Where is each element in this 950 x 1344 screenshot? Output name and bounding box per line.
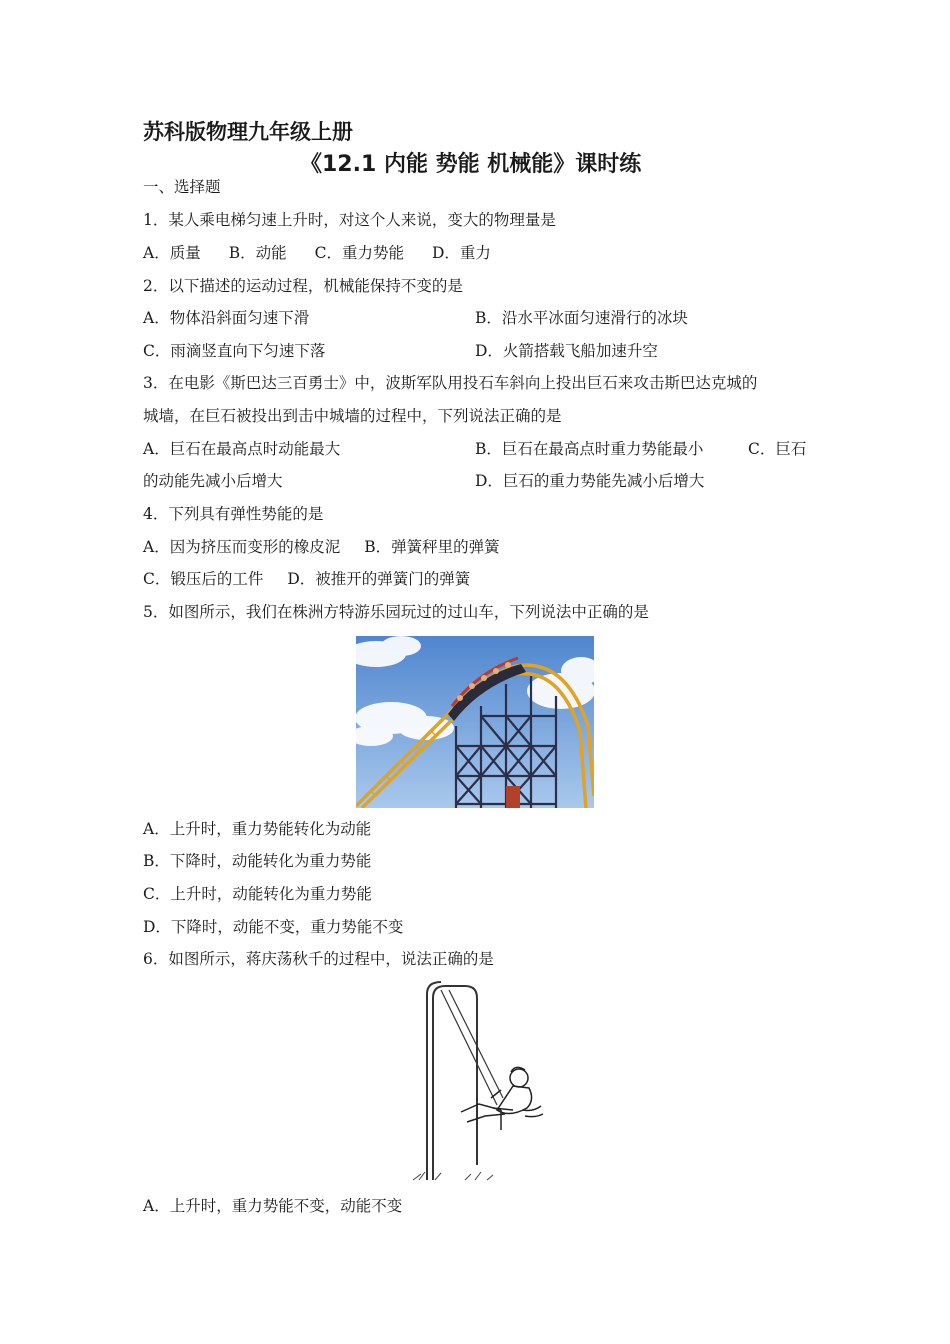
question-3-option-d: D．巨石的重力势能先减小后增大 <box>475 472 705 490</box>
question-1-option-d: D．重力 <box>431 244 491 262</box>
question-1-option-a: A．质量 <box>143 244 201 262</box>
question-5-stem: 5．如图所示，我们在株洲方特游乐园玩过的过山车，下列说法中正确的是 <box>143 603 649 621</box>
ground-grass <box>413 1172 493 1180</box>
question-6-option-a: A．上升时，重力势能不变，动能不变 <box>143 1197 403 1215</box>
question-3-option-b: B．巨石在最高点时重力势能最小 <box>475 440 704 458</box>
question-2-option-c: C．雨滴竖直向下匀速下落 <box>143 342 326 360</box>
question-2-option-a: A．物体沿斜面匀速下滑 <box>143 309 310 327</box>
question-2-stem: 2．以下描述的运动过程，机械能保持不变的是 <box>143 277 463 295</box>
question-5-option-c: C．上升时，动能转化为重力势能 <box>143 885 372 903</box>
question-4-options-row2 <box>143 568 470 590</box>
question-3-option-c-start: C．巨石 <box>748 440 807 458</box>
question-6-stem: 6．如图所示，蒋庆荡秋千的过程中，说法正确的是 <box>143 950 494 968</box>
lesson-subtitle: 《12.1 内能 势能 机械能》课时练 <box>300 152 642 177</box>
question-5-option-d: D．下降时，动能不变，重力势能不变 <box>143 918 404 936</box>
question-3-stem-line2: 城墙，在巨石被投出到击中城墙的过程中，下列说法正确的是 <box>143 407 562 425</box>
question-2-option-d: D．火箭搭载飞船加速升空 <box>475 342 658 360</box>
question-4-option-b: B．弹簧秤里的弹簧 <box>364 538 500 556</box>
section-heading: 一、选择题 <box>143 178 221 196</box>
swing-illustration <box>405 980 545 1185</box>
question-5-option-a: A．上升时，重力势能转化为动能 <box>143 820 372 838</box>
question-4-stem: 4．下列具有弹性势能的是 <box>143 505 324 523</box>
question-3-option-a: A．巨石在最高点时动能最大 <box>143 440 341 458</box>
question-1-option-b: B．动能 <box>228 244 287 262</box>
question-4-option-a: A．因为挤压而变形的橡皮泥 <box>143 538 341 556</box>
child-on-swing <box>461 1067 543 1130</box>
question-3-option-c-end: 的动能先减小后增大 <box>143 472 283 490</box>
question-1-option-c: C．重力势能 <box>314 244 404 262</box>
question-1-stem: 1．某人乘电梯匀速上升时，对这个人来说，变大的物理量是 <box>143 211 556 229</box>
red-pillar <box>506 786 520 808</box>
question-2-option-b: B．沿水平冰面匀速滑行的冰块 <box>475 309 688 327</box>
question-4-option-c: C．锻压后的工件 <box>143 570 264 588</box>
question-4-options-row1 <box>143 536 500 558</box>
question-4-option-d: D．被推开的弹簧门的弹簧 <box>287 570 471 588</box>
document-title: 苏科版物理九年级上册 <box>143 120 353 144</box>
swing-ropes <box>441 990 503 1105</box>
roller-coaster-photo <box>356 636 594 808</box>
question-5-option-b: B．下降时，动能转化为重力势能 <box>143 852 372 870</box>
question-3-stem-line1: 3．在电影《斯巴达三百勇士》中，波斯军队用投石车斜向上投出巨石来攻击斯巴达克城的 <box>143 374 758 392</box>
question-1-options <box>143 242 519 264</box>
